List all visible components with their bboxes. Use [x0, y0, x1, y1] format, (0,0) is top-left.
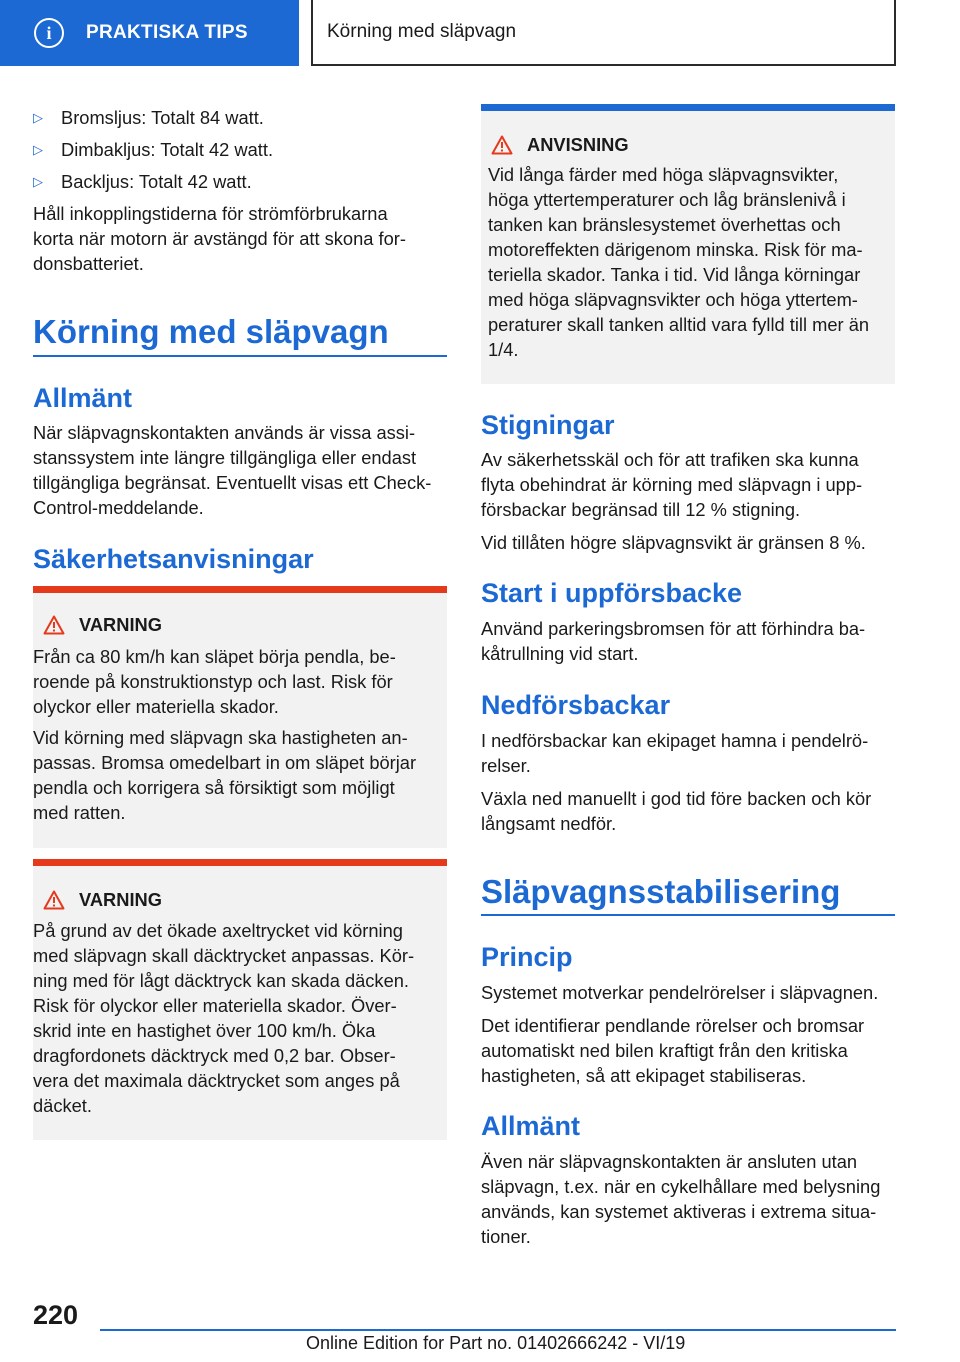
info-circle-icon: i [34, 18, 64, 48]
chapter-tab-label: PRAKTISKA TIPS [86, 22, 248, 43]
warning-text: På grund av det ökade axeltrycket vid körning med släpvagn skall däcktrycket anpassas. Kör- ning med för lågt däcktryck kan skada däcken. Risk för olyckor eller materiella skador. Över- skrid inte en hastighet över 100 km/h. Öka dragfordonets däcktryck med 0,2 bar. Obser- vera det maximala däcktrycket som anges på däcket. [33, 920, 415, 1116]
warning-box [33, 859, 447, 1140]
subsection-title: Allmänt [33, 383, 133, 413]
warning-triangle-icon [43, 615, 65, 635]
paragraph: Använd parkeringsbromsen för att förhindra ba- kåtrullning vid start. [481, 618, 866, 664]
list-item: ▷ Dimbakljus: Totalt 42 watt. [33, 139, 274, 160]
warning-box [33, 586, 447, 848]
list-item: ▷ Bromsljus: Totalt 84 watt. [33, 107, 264, 128]
warning-heading: VARNING [43, 614, 162, 636]
subsection-title: Säkerhetsanvisningar [33, 544, 314, 574]
paragraph: Även när släpvagnskontakten är ansluten utan släpvagn, t.ex. när en cykelhållare med belysning används, kan systemet aktiveras i extrema situa- tioner. [481, 1151, 881, 1247]
triangle-bullet-icon: ▷ [33, 110, 43, 125]
triangle-bullet-icon: ▷ [33, 174, 43, 189]
page-header [311, 0, 896, 66]
notice-text: Vid långa färder med höga släpvagnsvikter, höga yttertemperaturer och låg bränslenivå i tanken kan bränslesystemet överhettas och motoreffekten därigenom minska. Risk för ma- teriella skador. Tanka i tid. Vid långa körningar med höga släpvagnsvikter och höga yttertem- peraturer skall tanken alltid vara fylld till mer än 1/4. [488, 164, 870, 360]
warning-text: Från ca 80 km/h kan släpet börja pendla, be- roende på konstruktionstyp och last. Risk för olyckor eller materiella skador. Vid körning med släpvagn ska hastigheten an- passas. Bromsa omedelbart in om släpet börjar pendla och korrigera så försiktigt som möjligt med ratten. [33, 646, 417, 823]
section-title: Släpvagnsstabilisering [481, 873, 841, 910]
page-number: 220 [33, 1300, 79, 1330]
paragraph: När släpvagnskontakten används är vissa assi- stanssystem inte längre tillgängliga eller endast tillgängliga begränsat. Eventuellt visas ett Check- Control-meddelande. [33, 422, 432, 518]
section-rule [481, 914, 895, 916]
warning-triangle-icon [491, 135, 513, 155]
notice-heading: ANVISNING [491, 134, 629, 156]
footer-rule [100, 1329, 896, 1331]
list-item: ▷ Backljus: Totalt 42 watt. [33, 171, 252, 192]
section-title: Körning med släpvagn [33, 313, 389, 350]
subsection-title: Nedförsbackar [481, 690, 671, 720]
section-rule [33, 355, 447, 357]
subsection-title: Start i uppförsbacke [481, 578, 743, 608]
page-title: Körning med släpvagn [327, 21, 517, 42]
warning-heading: VARNING [43, 889, 162, 911]
chapter-tab[interactable] [0, 0, 299, 66]
notice-box [481, 104, 895, 384]
paragraph: Håll inkopplingstiderna för strömförbrukarna korta när motorn är avstängd för att skona for- donsbatteriet. [33, 203, 406, 274]
warning-triangle-icon [43, 890, 65, 910]
notice-bar [481, 104, 895, 111]
paragraph: Av säkerhetsskäl och för att trafiken ska kunna flyta obehindrat är körning med släpvagn i upp- försbackar begränsad till 12 % stigning. Vid tillåten högre släpvagnsvikt är gränsen 8 %. [481, 449, 866, 553]
subsection-title: Allmänt [481, 1111, 581, 1141]
edition-text: Online Edition for Part no. 01402666242 - VI/19 [306, 1333, 686, 1353]
subsection-title: Stigningar [481, 410, 615, 440]
paragraph: Systemet motverkar pendelrörelser i släpvagnen. Det identifierar pendlande rörelser och bromsar automatiskt ned bilen kraftigt från den kritiska hastigheten, så att ekipaget stabiliseras. [481, 982, 879, 1086]
warning-bar [33, 859, 447, 866]
paragraph: I nedförsbackar kan ekipaget hamna i pendelrö- relser. Växla ned manuellt i god tid före backen och kör långsamt nedför. [481, 730, 872, 834]
warning-bar [33, 586, 447, 593]
subsection-title: Princip [481, 942, 573, 972]
triangle-bullet-icon: ▷ [33, 142, 43, 157]
